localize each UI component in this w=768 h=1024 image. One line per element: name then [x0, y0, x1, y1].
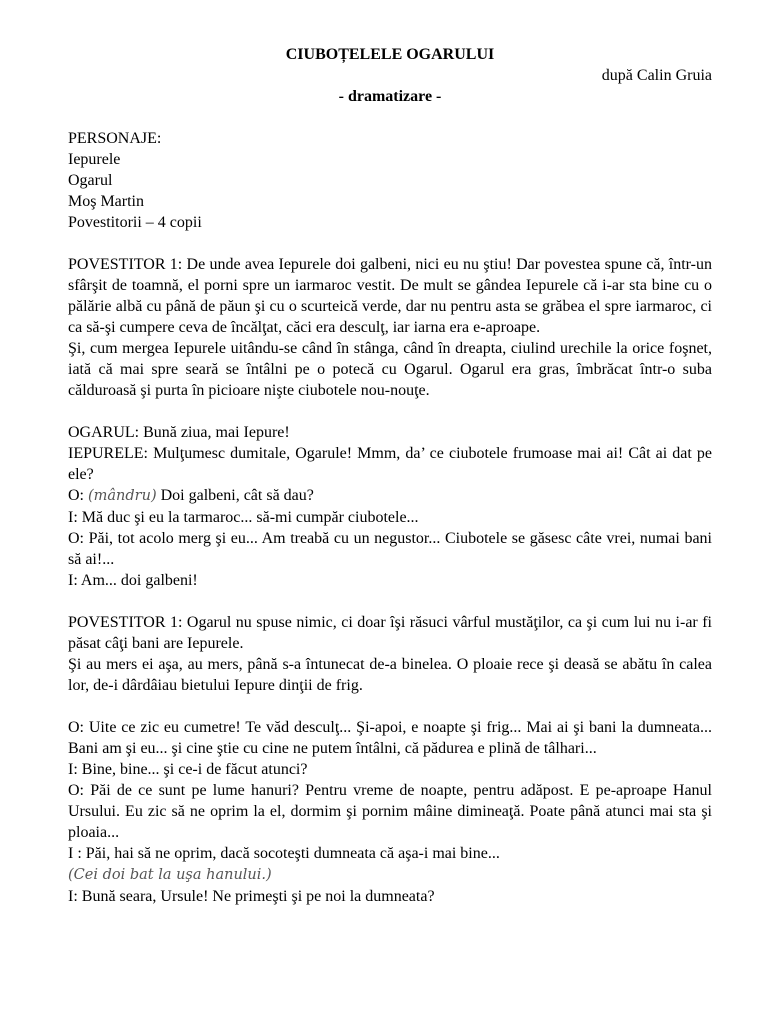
stage-direction: (Cei doi bat la uşa hanului.): [68, 867, 272, 883]
narrator-paragraph: POVESTITOR 1: Ogarul nu spuse nimic, ci doar îşi răsuci vârful mustăţilor, ca şi cum lui nu i-ar fi păsat câţi bani are Iepurele.: [68, 614, 712, 652]
dialogue-line: O: Păi de ce sunt pe lume hanuri? Pentru vreme de noapte, pentru adăpost. E pe-aproape Hanul Ursului. Eu zic să ne oprim la el, dormim şi pornim mâine dimineaţă. Poate până atunci mai sta şi ploaia...: [68, 782, 712, 841]
dialogue-line: I : Păi, hai să ne oprim, dacă socoteşti dumneata că aşa-i mai bine...: [68, 845, 500, 862]
dialogue-line: I: Mă duc şi eu la tarmaroc... să-mi cumpăr ciubotele...: [68, 509, 419, 526]
document-title: CIUBOȚELELE OGARULUI: [285, 46, 495, 63]
dialogue-line: O: Păi, tot acolo merg şi eu... Am treabă cu un negustor... Ciubotele se găsesc câte vrei, numai bani să ai!...: [68, 530, 712, 568]
character-item: Iepurele: [68, 151, 121, 168]
stage-direction-line: [68, 864, 712, 886]
document-subtitle: - dramatizare -: [338, 88, 442, 105]
stage-direction: (mândru): [88, 488, 157, 504]
dialogue-line: I: Am... doi galbeni!: [68, 572, 198, 589]
narrator-paragraph: Şi au mers ei aşa, au mers, până s-a întunecat de-a binelea. O ploaie rece şi deasă se abătu în calea lor, de-i dârdâiau bietului Iepure dinţii de frig.: [68, 656, 712, 694]
dialogue-line: [68, 485, 712, 507]
narrator-paragraph: POVESTITOR 1: De unde avea Iepurele doi galbeni, nici eu nu ştiu! Dar povestea spune că, într-un sfârşit de toamnă, el porni spre un iarmaroc vestit. De mult se gândea Iepurele că i-ar sta bine cu o pălărie albă cu până de păun şi cu o scurteică verde, dar nu pentru asta se grăbea el spre iarmaroc, ci ca să-şi cumpere ceva de încălţat, căci era desculţ, iar iarna era e-aproape.: [68, 256, 712, 336]
dialogue-line: IEPURELE: Mulţumesc dumitale, Ogarule! Mmm, da’ ce ciubotele frumoase mai ai! Cât ai dat pe ele?: [68, 445, 712, 483]
characters-heading: PERSONAJE:: [68, 130, 162, 147]
character-item: Moş Martin: [68, 193, 144, 210]
character-item: Povestitorii – 4 copii: [68, 214, 202, 231]
dialogue-text: Doi galbeni, cât să dau?: [156, 487, 314, 504]
author-line: după Calin Gruia: [601, 67, 712, 84]
character-item: Ogarul: [68, 172, 113, 189]
dialogue-line: O: Uite ce zic eu cumetre! Te văd desculţ... Şi-apoi, e noapte şi frig... Mai ai şi bani la dumneata... Bani am şi eu... şi cine ştie cu cine ne putem întâlni, că pădurea e plină de tâlhari...: [68, 719, 712, 757]
document-page: [68, 44, 712, 907]
dialogue-line: I: Bine, bine... şi ce-i de făcut atunci?: [68, 761, 308, 778]
narrator-paragraph: Şi, cum mergea Iepurele uitându-se când în stânga, când în dreapta, ciulind urechile la orice foşnet, iată că mai spre seară se întâlni pe o potecă cu Ogarul. Ogarul era gras, îmbrăcat într-o suba călduroasă şi purta în picioare nişte ciubotele nou-nouţe.: [68, 340, 712, 399]
speaker-prefix: O:: [68, 487, 88, 504]
dialogue-line: I: Bună seara, Ursule! Ne primeşti şi pe noi la dumneata?: [68, 888, 435, 905]
dialogue-line: OGARUL: Bună ziua, mai Iepure!: [68, 424, 290, 441]
